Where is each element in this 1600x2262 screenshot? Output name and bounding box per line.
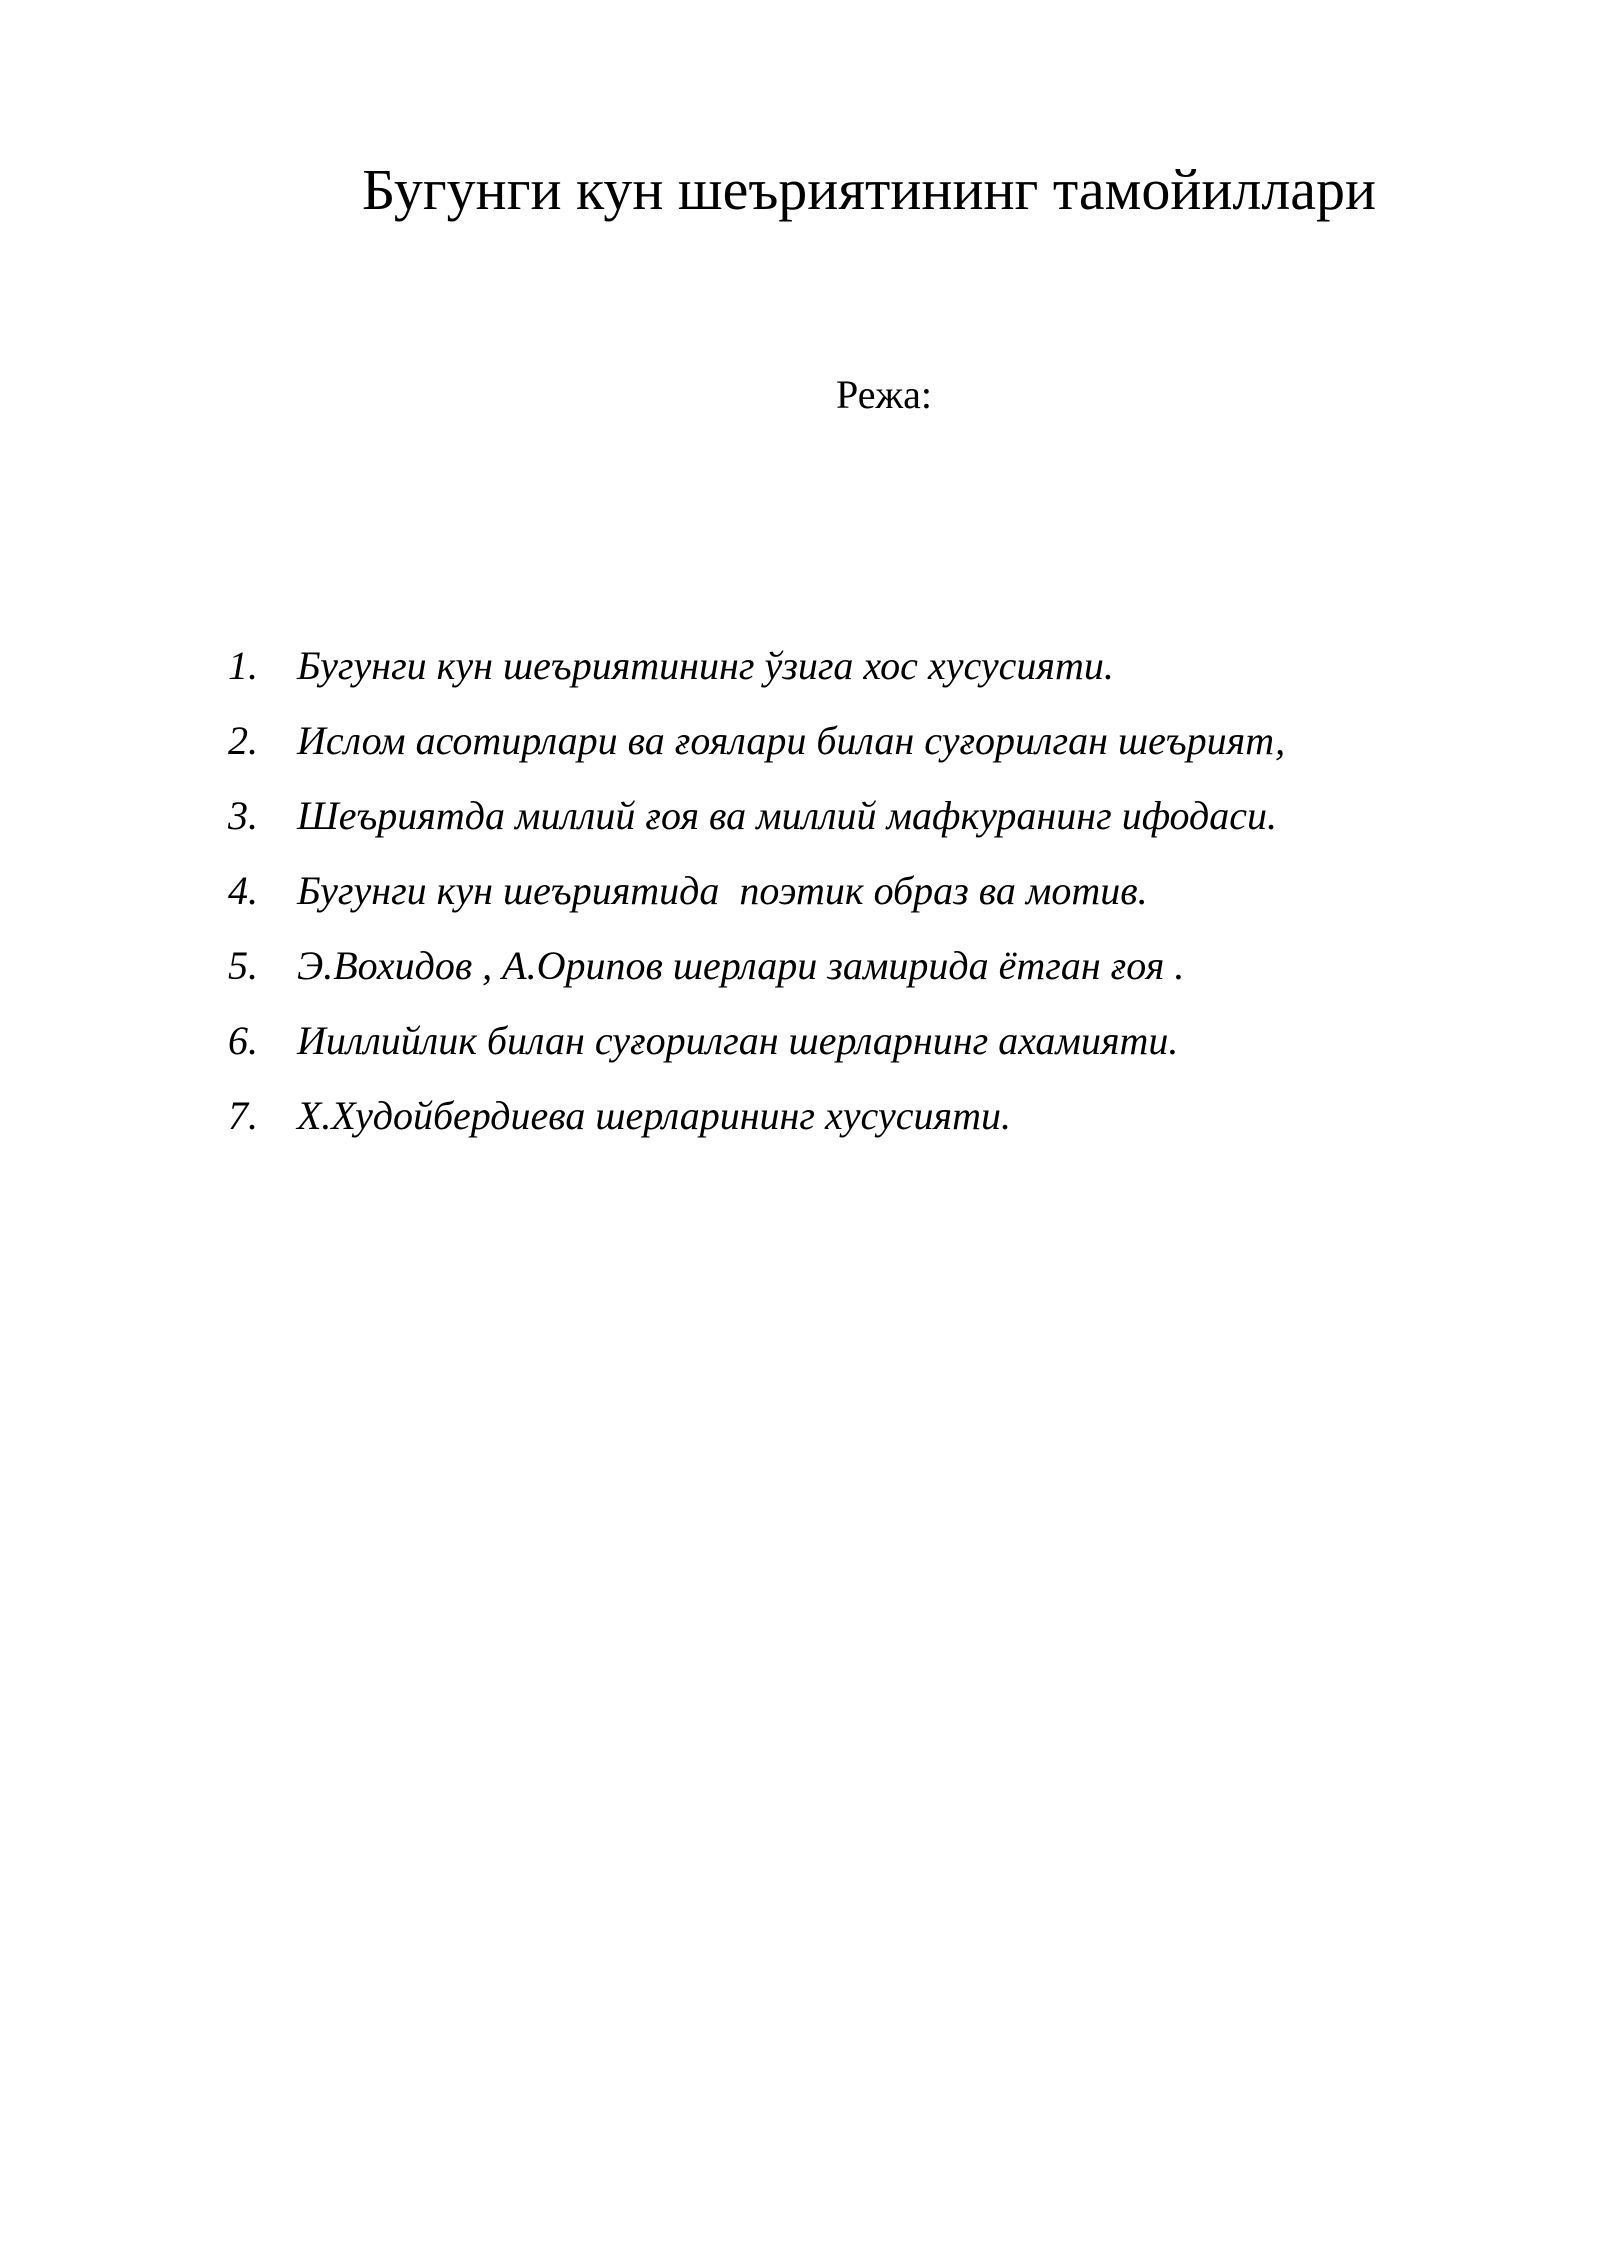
list-item-text: Бугунги кун шеъриятининг ўзига хос хусусияти. [297,643,1114,688]
list-item-number: 2. [228,718,258,763]
list-item-text: Бугунги кун шеъриятида поэтик образ ва мотив. [297,868,1148,913]
list-item-number: 7. [228,1093,258,1138]
list-item-text: Ислом асотирлари ва ғоялари билан суғорилган шеърият, [297,718,1286,763]
list-item-number: 5. [228,943,258,988]
list-item-number: 1. [228,643,258,688]
list-item [0,938,1600,1013]
plan-list [0,638,1600,1163]
list-item [0,1013,1600,1088]
list-item-text: Шеъриятда миллий ғоя ва миллий мафкуранинг ифодаси. [297,793,1278,838]
list-item-text: Ииллийлик билан суғорилган шерларнинг ахамияти. [297,1018,1179,1063]
list-item-number: 4. [228,868,258,913]
list-item [0,713,1600,788]
list-item [0,638,1600,713]
list-item [0,788,1600,863]
list-item [0,1088,1600,1163]
list-item [0,863,1600,938]
list-item-number: 6. [228,1018,258,1063]
list-item-text: Э.Вохидов , А.Орипов шерлари замирида ётган ғоя . [297,943,1185,988]
list-item-text: Х.Худойбердиева шерларининг хусусияти. [297,1093,1011,1138]
document-title: Бугунги кун шеъриятининг тамойиллари [362,157,1377,222]
plan-heading: Режа: [836,372,932,417]
list-item-number: 3. [228,793,258,838]
